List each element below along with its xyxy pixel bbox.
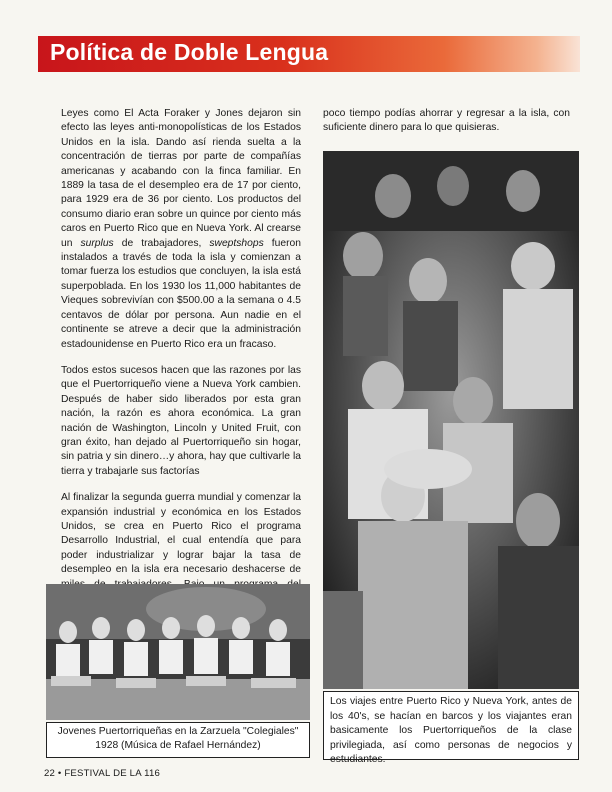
paragraph-1-text-a: Leyes como El Acta Foraker y Jones dejaron sin efecto las leyes anti-monopolísticas de los Estados Unidos en la isla. Dando así rienda suelta a la concentración de tierras por parte de compañías americanas y acabando con la finca familiar. En 1889 la tasa de el desempleo era de 17 por ciento, para 1929 era de 36 por ciento. Los productos del consumo diario eran sobre un quince por ciento más caros en Puerto Rico que en Nueva York. Al crearse un [61,108,301,249]
section-header-bar [38,36,580,72]
chorus-girls-photo-image [46,584,310,720]
paragraph-3: Al finalizar la segunda guerra mundial y comenzar la expansión industrial y económica en los Estados Unidos, se crea en Puerto Rico el programa Desarrollo Industrial, el cual entendía que para poder industrializar y lograr bajar la tasa de desempleo en la isla era necesario deshacerse de [61,492,301,576]
left-text-column [61,107,301,647]
page-footer: 22 • FESTIVAL DE LA 116 [44,768,161,779]
chorus-girls-photo [46,584,310,720]
page-title: Política de Doble Lengua [50,39,329,65]
sweptshops-term: sweptshops [209,237,264,249]
chorus-photo-caption: Jovenes Puertorriqueñas en la Zarzuela "Colegiales" 1928 (Música de Rafael Hernández) [46,722,310,758]
right-text-continuation: poco tiempo podías ahorrar y regresar a la isla, con suficiente dinero para lo que quisieras. [323,108,570,134]
paragraph-1-text-c: fueron instalados a través de toda la isla y comienzan a tomar fuerza los estudios que concluyen, la isla está superpoblada. En los 1930 los 11,000 habitantes de Vieques sobrevivían con $500.00 a la semana o 4.5 centavos de dólar por persona. Aun nadie en el continente se atreve a decir que la administración estadounidense en Puerto Rico era un fracaso. [61,237,301,350]
paragraph-1 [61,107,301,352]
paragraph-1-text-b: de trabajadores, [113,237,210,249]
paragraph-2: Todos estos sucesos hacen que las razones por las que el Puertorriqueño viene a Nueva York cambien. Después de haber sido liberados por esta gran nación, la razón es ahora económica. La gran nación de Washington, Lincoln y United Fruit, con gran éxito, han dejado al Puertorriqueño sin hogar, sin patria y sin dinero…y ahora, hay que cultivarle la tierra y trabajarle sus factorías [61,364,301,477]
surplus-term: surplus [80,237,114,249]
crowd-photo-image [323,151,579,689]
crowd-photo [323,151,579,689]
crowd-photo-caption: Los viajes entre Puerto Rico y Nueva York, antes de los 40's, se hacían en barcos y los viajantes eran basicamente los Puertorriqueños de la clase privilegiada, así como personas de negocios y estudiantes. [323,691,579,760]
